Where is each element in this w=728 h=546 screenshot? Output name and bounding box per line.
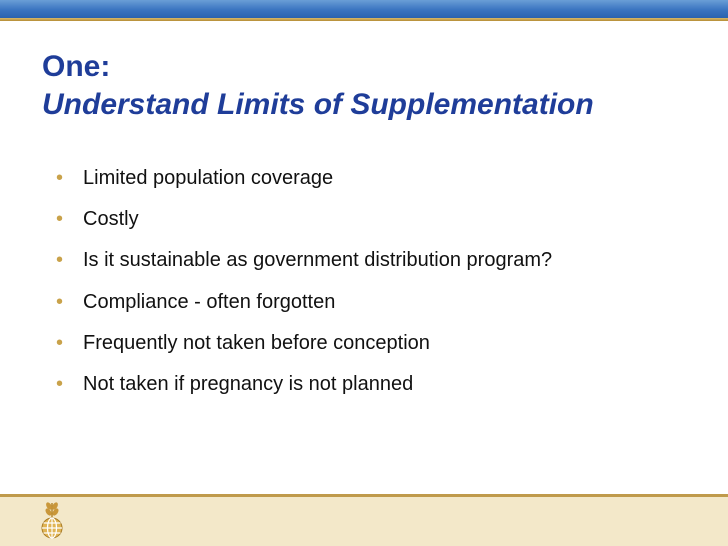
bullet-list [56, 163, 552, 410]
bullet-marker: • [56, 290, 64, 313]
bullet-marker: • [56, 249, 64, 272]
bullet-text: Is it sustainable as government distribution program? [83, 249, 553, 272]
bullet-marker: • [56, 372, 64, 395]
bullet-text: Compliance - often forgotten [83, 290, 336, 313]
globe-wheat-logo-icon [35, 500, 69, 540]
bullet-item [56, 204, 552, 245]
bullet-item [56, 328, 552, 369]
bullet-item [56, 245, 552, 286]
bullet-text: Frequently not taken before conception [83, 331, 430, 354]
bullet-item [56, 287, 552, 328]
top-gold-stripe [0, 18, 728, 21]
title-line-2: Understand Limits of Supplementation [42, 88, 594, 121]
bullet-text: Limited population coverage [83, 167, 334, 189]
bullet-marker: • [56, 167, 64, 189]
bullet-item [56, 163, 552, 204]
footer-band [0, 494, 728, 546]
bullet-text: Not taken if pregnancy is not planned [83, 372, 414, 395]
bullet-text: Costly [83, 208, 139, 231]
top-banner [0, 0, 728, 18]
bullet-marker: • [56, 331, 64, 354]
footer-gold-line [0, 494, 728, 497]
slide-title [42, 48, 594, 124]
title-line-1: One: [42, 50, 111, 83]
bullet-item [56, 369, 552, 410]
bullet-marker: • [56, 208, 64, 231]
